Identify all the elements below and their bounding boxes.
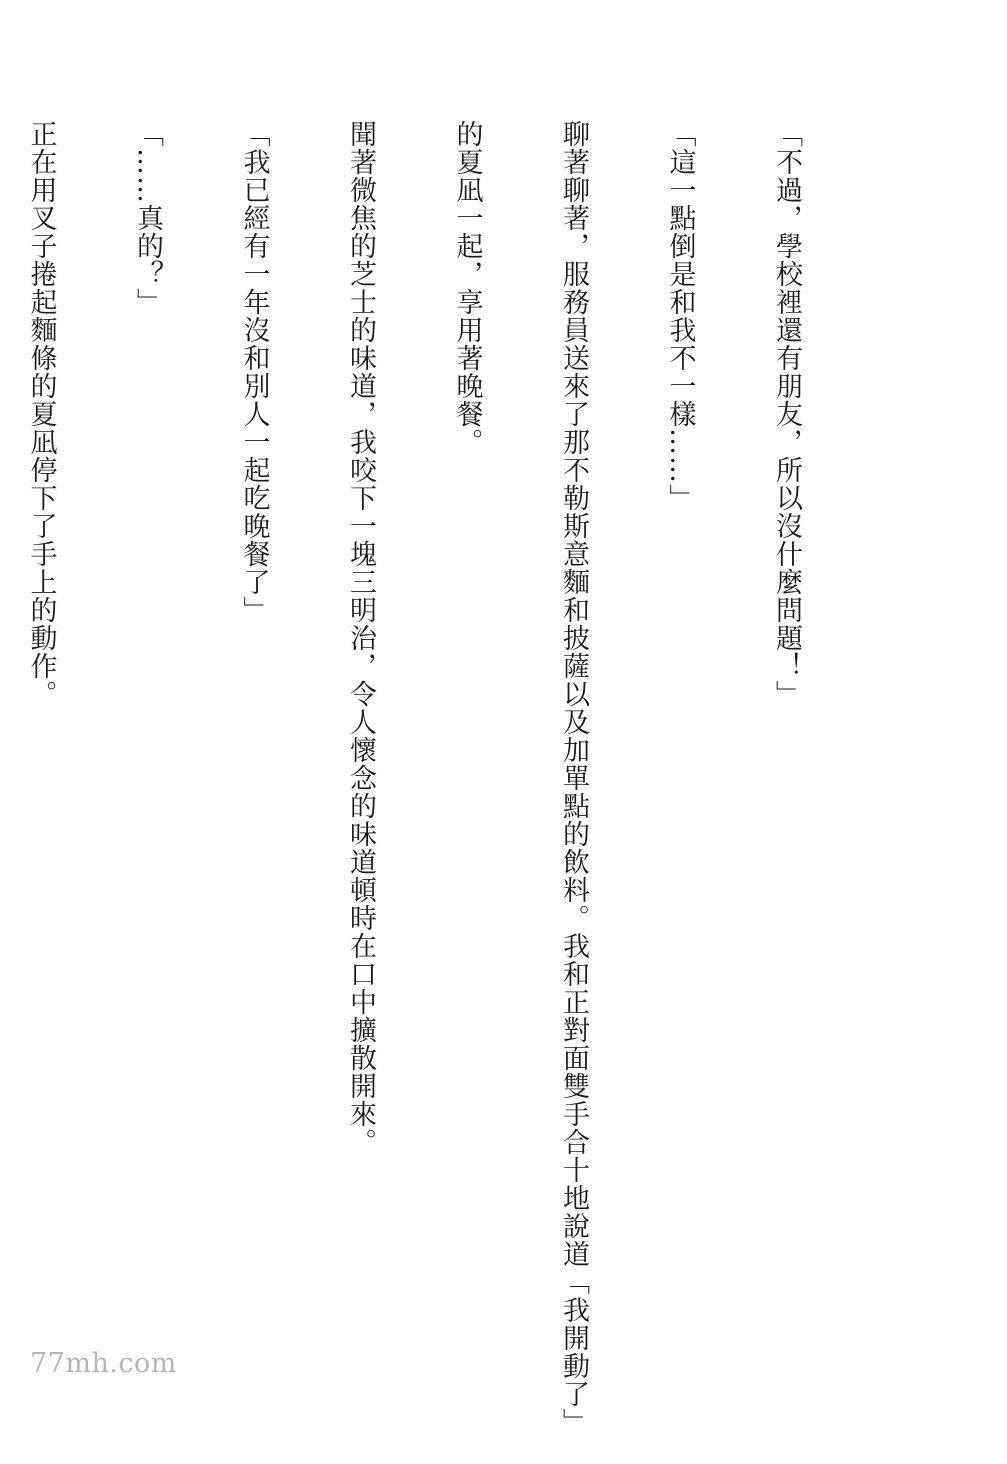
text-line-3: 聊著聊著，服務員送來了那不勒斯意麵和披薩以及加單點的飲料。我和正對面雙手合十地說道「我開動了」 bbox=[558, 120, 589, 1436]
text-line-8: 正在用叉子捲起麵條的夏凪停下了手上的動作。 bbox=[25, 120, 57, 708]
text-line-6: 「我已經有一年沒和別人一起吃晚餐了」 bbox=[238, 120, 270, 624]
text-line-1: 「不過，學校裡還有朋友，所以沒什麼問題！」 bbox=[771, 120, 802, 708]
text-line-2: 「這一點倒是和我不一樣……」 bbox=[664, 120, 696, 512]
text-line-4: 的夏凪一起，享用著晚餐。 bbox=[451, 120, 483, 456]
text-line-5: 聞著微焦的芝士的味道，我咬下一塊三明治，令人懷念的味道頓時在口中擴散開來。 bbox=[345, 120, 376, 1156]
site-watermark: 77mh.com bbox=[30, 1348, 177, 1379]
text-line-7: 「……真的？」 bbox=[132, 120, 163, 316]
